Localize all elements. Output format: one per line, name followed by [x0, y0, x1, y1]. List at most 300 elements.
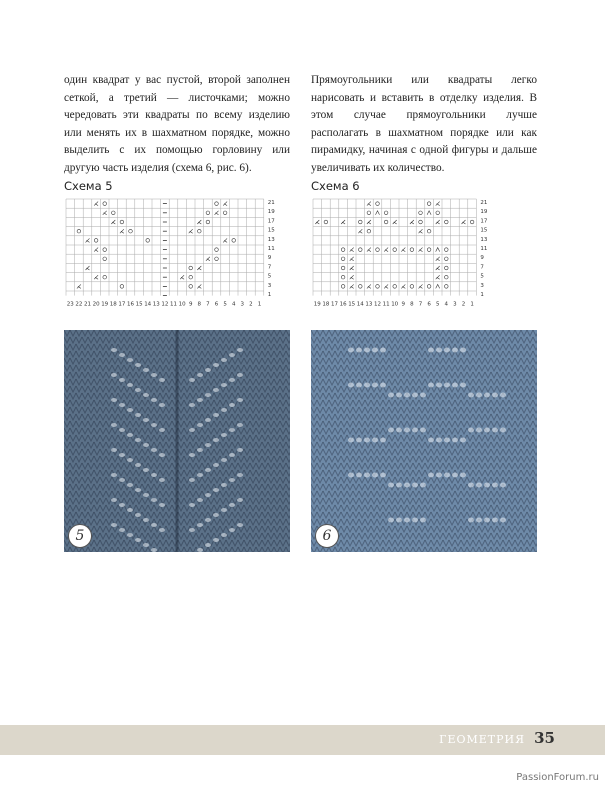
- lace-hole: [237, 423, 243, 427]
- scheme5-col-number: 11: [170, 301, 177, 308]
- lace-hole: [356, 348, 362, 353]
- lace-hole: [135, 538, 141, 542]
- scheme6-grid: [311, 197, 511, 319]
- scheme5-yarnover-symbol: [215, 202, 219, 206]
- scheme5-yarnover-symbol: [215, 257, 219, 261]
- scheme5-decrease-symbol: [197, 284, 201, 288]
- scheme5-yarnover-symbol: [112, 211, 116, 215]
- lace-hole: [237, 523, 243, 527]
- lace-hole: [135, 413, 141, 417]
- lace-hole: [388, 483, 394, 488]
- scheme5-decrease-symbol: [111, 220, 115, 224]
- scheme5-col-number: 3: [240, 301, 245, 308]
- scheme5-yarnover-symbol: [232, 239, 236, 243]
- lace-hole: [127, 433, 133, 437]
- lace-hole: [159, 478, 165, 482]
- scheme6-row-number: 5: [480, 273, 484, 280]
- lace-hole: [356, 383, 362, 388]
- scheme5-decrease-symbol: [215, 211, 219, 215]
- photo-5-label: 5: [68, 524, 92, 548]
- scheme6-col-number: 18: [322, 301, 330, 308]
- scheme5-row-number: 5: [267, 273, 272, 280]
- lace-hole: [348, 473, 354, 478]
- lace-hole: [213, 363, 219, 367]
- scheme6-row-number: 1: [480, 292, 484, 298]
- scheme5-col-number: 12: [161, 301, 169, 308]
- scheme6-yarnover-symbol: [445, 248, 449, 252]
- scheme6-dec3-symbol: [376, 211, 380, 215]
- scheme5-col-number: 14: [144, 301, 152, 308]
- lace-hole: [127, 358, 133, 362]
- scheme6-yarnover-symbol: [393, 248, 397, 252]
- lace-hole: [119, 528, 125, 532]
- lace-hole: [500, 393, 506, 398]
- scheme6-col-number: 6: [427, 301, 431, 308]
- scheme6-row-number: 19: [480, 209, 488, 216]
- lace-hole: [205, 493, 211, 497]
- scheme6-title: Схема 6: [311, 179, 360, 193]
- lace-hole: [221, 458, 227, 462]
- scheme6-col-number: 12: [374, 301, 381, 308]
- scheme6-row-number: 7: [480, 264, 484, 271]
- scheme6-decrease-symbol: [350, 275, 354, 279]
- scheme5-yarnover-symbol: [198, 229, 202, 233]
- lace-hole: [420, 518, 426, 523]
- scheme5-col-number: 16: [127, 301, 134, 308]
- lace-hole: [143, 518, 149, 522]
- left-column: [64, 72, 290, 177]
- lace-hole: [237, 398, 243, 402]
- lace-hole: [372, 438, 378, 443]
- scheme5-col-number: 20: [92, 301, 100, 308]
- scheme5-decrease-symbol: [120, 229, 124, 233]
- lace-hole: [213, 488, 219, 492]
- lace-hole: [119, 453, 125, 457]
- lace-hole: [127, 458, 133, 462]
- scheme6-decrease-symbol: [436, 257, 440, 261]
- scheme6-decrease-symbol: [315, 220, 319, 224]
- lace-hole: [396, 483, 402, 488]
- scheme5-decrease-symbol: [206, 257, 210, 261]
- scheme5-col-number: 21: [84, 301, 91, 308]
- scheme6-col-number: 7: [418, 301, 423, 308]
- lace-hole: [237, 473, 243, 477]
- lace-hole: [151, 498, 157, 502]
- lace-hole: [127, 533, 133, 537]
- scheme6-decrease-symbol: [419, 229, 423, 233]
- lace-hole: [460, 348, 466, 353]
- lace-hole: [205, 418, 211, 422]
- lace-hole: [468, 518, 474, 523]
- lace-hole: [221, 433, 227, 437]
- scheme6-decrease-symbol: [401, 284, 405, 288]
- scheme5-col-number: 22: [75, 301, 83, 308]
- lace-hole: [460, 383, 466, 388]
- lace-hole: [420, 483, 426, 488]
- scheme6-col-number: 19: [313, 301, 321, 308]
- lace-hole: [119, 428, 125, 432]
- lace-hole: [476, 518, 482, 523]
- lace-hole: [372, 383, 378, 388]
- scheme5-yarnover-symbol: [206, 220, 210, 224]
- scheme5-col-number: 2: [249, 301, 253, 308]
- scheme5-col-number: 9: [188, 301, 193, 308]
- scheme5-yarnover-symbol: [129, 229, 133, 233]
- scheme6-yarnover-symbol: [367, 211, 371, 215]
- scheme6-col-number: 14: [356, 301, 364, 308]
- lace-hole: [388, 518, 394, 523]
- scheme6-yarnover-symbol: [410, 285, 414, 289]
- lace-hole: [420, 428, 426, 433]
- lace-hole: [348, 438, 354, 443]
- scheme5-yarnover-symbol: [146, 239, 150, 243]
- scheme5-decrease-symbol: [77, 284, 81, 288]
- lace-hole: [388, 428, 394, 433]
- scheme6-yarnover-symbol: [445, 220, 449, 224]
- lace-hole: [111, 348, 117, 352]
- lace-hole: [143, 443, 149, 447]
- lace-hole: [229, 478, 235, 482]
- scheme6-yarnover-symbol: [341, 248, 345, 252]
- lace-hole: [205, 518, 211, 522]
- scheme6-decrease-symbol: [350, 266, 354, 270]
- scheme6-yarnover-symbol: [427, 285, 431, 289]
- lace-hole: [205, 468, 211, 472]
- photo-6-label: 6: [315, 524, 339, 548]
- lace-hole: [237, 348, 243, 352]
- lace-hole: [356, 473, 362, 478]
- lace-hole: [221, 358, 227, 362]
- lace-hole: [119, 403, 125, 407]
- scheme6-col-number: 15: [348, 301, 356, 308]
- lace-hole: [404, 483, 410, 488]
- scheme5-yarnover-symbol: [94, 239, 98, 243]
- lace-hole: [151, 373, 157, 377]
- lace-hole: [127, 408, 133, 412]
- scheme5-row-number: 19: [267, 209, 275, 216]
- scheme5-yarnover-symbol: [215, 248, 219, 252]
- scheme5-yarnover-symbol: [103, 275, 107, 279]
- scheme6-decrease-symbol: [341, 220, 345, 224]
- scheme5-col-number: 8: [197, 301, 202, 308]
- scheme6-decrease-symbol: [384, 284, 388, 288]
- lace-hole: [159, 403, 165, 407]
- lace-hole: [221, 483, 227, 487]
- scheme5-decrease-symbol: [86, 266, 90, 270]
- scheme6-decrease-symbol: [462, 220, 466, 224]
- scheme5-decrease-symbol: [86, 238, 90, 242]
- scheme6-col-number: 5: [435, 301, 440, 308]
- lace-hole: [237, 498, 243, 502]
- scheme6-yarnover-symbol: [367, 229, 371, 233]
- scheme5-decrease-symbol: [223, 202, 227, 206]
- scheme6-decrease-symbol: [358, 229, 362, 233]
- lace-hole: [237, 373, 243, 377]
- scheme6-yarnover-symbol: [445, 266, 449, 270]
- scheme6-row-number: 13: [480, 236, 488, 243]
- lace-hole: [436, 383, 442, 388]
- scheme6-yarnover-symbol: [359, 220, 363, 224]
- lace-hole: [229, 453, 235, 457]
- lace-hole: [364, 473, 370, 478]
- scheme5-yarnover-symbol: [103, 248, 107, 252]
- scheme6-yarnover-symbol: [445, 275, 449, 279]
- scheme6-col-number: 2: [461, 301, 466, 308]
- scheme6-decrease-symbol: [384, 248, 388, 252]
- photo-6: [311, 330, 537, 552]
- right-paragraph: Прямоугольники или квадраты легко нарисовать и вставить в отделку изделия. В этом случае прямоугольники лучше располагать в шахматном порядке или как пирамидку, начиная с одной фигуры и дальше увеличивать их количество.: [311, 74, 537, 174]
- lace-hole: [229, 353, 235, 357]
- scheme6-yarnover-symbol: [341, 257, 345, 261]
- lace-hole: [221, 383, 227, 387]
- lace-hole: [119, 503, 125, 507]
- lace-hole: [151, 548, 157, 552]
- scheme6-decrease-symbol: [393, 220, 397, 224]
- lace-hole: [476, 393, 482, 398]
- lace-hole: [229, 403, 235, 407]
- scheme5-col-number: 13: [152, 301, 160, 308]
- scheme6-yarnover-symbol: [470, 220, 474, 224]
- scheme6-yarnover-symbol: [341, 266, 345, 270]
- lace-hole: [372, 348, 378, 353]
- lace-hole: [143, 493, 149, 497]
- scheme5-col-number: 10: [178, 301, 186, 308]
- scheme5-col-number: 1: [257, 301, 262, 308]
- page-number: 35: [534, 729, 555, 747]
- lace-hole: [444, 348, 450, 353]
- lace-hole: [135, 463, 141, 467]
- lace-hole: [452, 383, 458, 388]
- lace-hole: [356, 438, 362, 443]
- lace-hole: [135, 363, 141, 367]
- scheme6-decrease-symbol: [350, 248, 354, 252]
- scheme5-yarnover-symbol: [189, 285, 193, 289]
- lace-hole: [412, 483, 418, 488]
- lace-hole: [348, 383, 354, 388]
- scheme6-dec3-symbol: [427, 211, 431, 215]
- scheme5-col-number: 15: [135, 301, 143, 308]
- lace-hole: [468, 483, 474, 488]
- lace-hole: [364, 438, 370, 443]
- lace-hole: [364, 383, 370, 388]
- scheme6-yarnover-symbol: [341, 285, 345, 289]
- scheme6-yarnover-symbol: [341, 275, 345, 279]
- scheme6-yarnover-symbol: [359, 285, 363, 289]
- lace-hole: [111, 473, 117, 477]
- lace-hole: [428, 348, 434, 353]
- lace-hole: [127, 483, 133, 487]
- scheme6-decrease-symbol: [367, 284, 371, 288]
- lace-hole: [492, 483, 498, 488]
- lace-hole: [404, 393, 410, 398]
- scheme5-yarnover-symbol: [189, 266, 193, 270]
- scheme6-decrease-symbol: [419, 284, 423, 288]
- scheme6-row-number: 21: [480, 200, 488, 206]
- scheme5-decrease-symbol: [197, 266, 201, 270]
- right-column: [311, 72, 537, 177]
- lace-hole: [197, 423, 203, 427]
- scheme6-decrease-symbol: [367, 248, 371, 252]
- scheme6-col-number: 13: [365, 301, 373, 308]
- scheme5-yarnover-symbol: [103, 202, 107, 206]
- scheme6-col-number: 11: [382, 301, 390, 308]
- left-paragraph: один квадрат у вас пустой, второй заполнен сеткой, а третий — листочками; можно чередовать эти квадраты по всему изделию или менять их в шахматном порядке, можно выделить с их помощью горловину или другую часть изделия (схема 6, рис. 6).: [64, 74, 290, 174]
- lace-hole: [189, 478, 195, 482]
- lace-hole: [412, 428, 418, 433]
- watermark: PassionForum.ru: [516, 772, 599, 783]
- lace-hole: [197, 398, 203, 402]
- lace-hole: [213, 463, 219, 467]
- lace-hole: [213, 388, 219, 392]
- lace-hole: [189, 528, 195, 532]
- scheme5-col-number: 7: [206, 301, 210, 308]
- lace-hole: [412, 393, 418, 398]
- scheme5-decrease-symbol: [94, 248, 98, 252]
- scheme6-yarnover-symbol: [359, 248, 363, 252]
- scheme6-decrease-symbol: [419, 248, 423, 252]
- lace-hole: [388, 393, 394, 398]
- lace-hole: [380, 473, 386, 478]
- lace-hole: [229, 428, 235, 432]
- scheme5-yarnover-symbol: [206, 211, 210, 215]
- lace-hole: [492, 393, 498, 398]
- scheme6-row-number: 9: [480, 255, 484, 262]
- scheme6-col-number: 1: [470, 301, 474, 308]
- lace-hole: [468, 428, 474, 433]
- lace-hole: [436, 348, 442, 353]
- lace-hole: [237, 448, 243, 452]
- scheme6-yarnover-symbol: [324, 220, 328, 224]
- lace-hole: [428, 438, 434, 443]
- scheme6-decrease-symbol: [350, 284, 354, 288]
- scheme5-row-number: 15: [267, 227, 275, 234]
- scheme6-col-number: 16: [339, 301, 347, 308]
- scheme6-yarnover-symbol: [427, 202, 431, 206]
- lace-hole: [197, 523, 203, 527]
- scheme5-yarnover-symbol: [223, 211, 227, 215]
- lace-hole: [189, 453, 195, 457]
- lace-hole: [468, 393, 474, 398]
- lace-hole: [151, 473, 157, 477]
- lace-hole: [484, 393, 490, 398]
- lace-hole: [460, 438, 466, 443]
- scheme6-col-number: 9: [401, 301, 406, 308]
- lace-hole: [111, 498, 117, 502]
- scheme6-yarnover-symbol: [436, 211, 440, 215]
- lace-hole: [205, 393, 211, 397]
- lace-hole: [364, 348, 370, 353]
- scheme5-col-number: 23: [66, 301, 74, 308]
- lace-hole: [436, 438, 442, 443]
- scheme5-title: Схема 5: [64, 179, 113, 193]
- lace-hole: [135, 513, 141, 517]
- scheme6-decrease-symbol: [436, 275, 440, 279]
- scheme5-row-number: 21: [267, 200, 275, 206]
- scheme6-yarnover-symbol: [376, 202, 380, 206]
- lace-hole: [452, 438, 458, 443]
- lace-hole: [492, 428, 498, 433]
- lace-hole: [189, 403, 195, 407]
- scheme6-yarnover-symbol: [445, 257, 449, 261]
- lace-hole: [396, 518, 402, 523]
- scheme5-decrease-symbol: [197, 220, 201, 224]
- scheme5-col-number: 18: [109, 301, 117, 308]
- lace-hole: [197, 373, 203, 377]
- photo-5: [64, 330, 290, 552]
- scheme6-yarnover-symbol: [384, 211, 388, 215]
- lace-hole: [159, 428, 165, 432]
- lace-hole: [500, 483, 506, 488]
- lace-hole: [197, 473, 203, 477]
- scheme6-yarnover-symbol: [445, 285, 449, 289]
- lace-hole: [135, 438, 141, 442]
- lace-hole: [436, 473, 442, 478]
- scheme6-col-number: 17: [331, 301, 338, 308]
- scheme6-col-number: 3: [453, 301, 457, 308]
- lace-hole: [221, 408, 227, 412]
- lace-hole: [484, 428, 490, 433]
- lace-hole: [213, 438, 219, 442]
- lace-hole: [444, 438, 450, 443]
- lace-hole: [428, 383, 434, 388]
- lace-hole: [119, 378, 125, 382]
- lace-hole: [404, 518, 410, 523]
- lace-hole: [380, 438, 386, 443]
- lace-hole: [159, 453, 165, 457]
- scheme6-col-number: 8: [410, 301, 414, 308]
- lace-hole: [151, 398, 157, 402]
- lace-hole: [111, 448, 117, 452]
- scheme5-yarnover-symbol: [189, 275, 193, 279]
- lace-hole: [492, 518, 498, 523]
- lace-hole: [151, 423, 157, 427]
- scheme6-decrease-symbol: [401, 248, 405, 252]
- scheme6-decrease-symbol: [436, 220, 440, 224]
- lace-hole: [476, 428, 482, 433]
- scheme6-row-number: 11: [480, 246, 488, 252]
- scheme5-decrease-symbol: [180, 275, 184, 279]
- lace-hole: [135, 488, 141, 492]
- scheme5-row-number: 13: [267, 236, 275, 243]
- lace-hole: [159, 503, 165, 507]
- scheme6-decrease-symbol: [436, 202, 440, 206]
- lace-hole: [420, 393, 426, 398]
- scheme6-col-number: 4: [444, 301, 449, 308]
- scheme6-col-number: 10: [391, 301, 399, 308]
- lace-hole: [444, 473, 450, 478]
- lace-hole: [229, 503, 235, 507]
- scheme5-chart: [64, 197, 290, 315]
- lace-hole: [412, 518, 418, 523]
- lace-hole: [372, 473, 378, 478]
- scheme5-row-number: 7: [267, 264, 272, 271]
- scheme6-chart: [311, 197, 511, 315]
- lace-hole: [221, 533, 227, 537]
- lace-hole: [213, 538, 219, 542]
- lace-hole: [428, 473, 434, 478]
- scheme6-decrease-symbol: [367, 202, 371, 206]
- lace-hole: [119, 353, 125, 357]
- scheme5-row-number: 9: [267, 255, 272, 262]
- scheme5-col-number: 4: [231, 301, 236, 308]
- scheme5-row-number: 3: [267, 282, 272, 289]
- scheme6-decrease-symbol: [367, 220, 371, 224]
- scheme5-decrease-symbol: [94, 275, 98, 279]
- lace-hole: [127, 383, 133, 387]
- scheme6-yarnover-symbol: [419, 220, 423, 224]
- lace-hole: [452, 473, 458, 478]
- lace-hole: [189, 378, 195, 382]
